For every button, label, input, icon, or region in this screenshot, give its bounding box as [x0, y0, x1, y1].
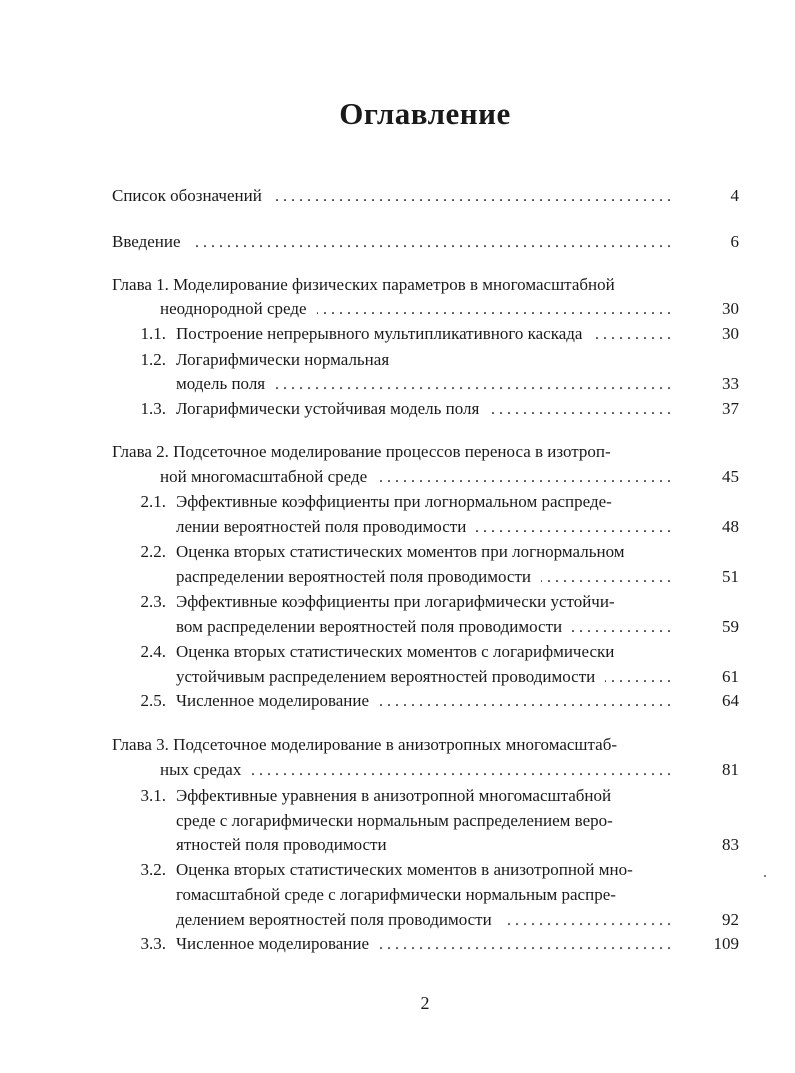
- toc-entry-text: модель поля: [176, 374, 266, 393]
- toc-entry-text: Логарифмически устойчивая модель поля: [176, 399, 480, 418]
- toc-section-2-2-continuation[interactable]: [176, 566, 679, 588]
- toc-section-3-2[interactable]: Оценка вторых статистических моментов в анизотропной мно-: [176, 860, 633, 879]
- toc-entry-text: Введение: [112, 232, 181, 251]
- toc-section-2-2[interactable]: Оценка вторых статистических моментов при логнормальном: [176, 542, 625, 561]
- dot-leader: [572, 617, 671, 639]
- dot-leader: [476, 517, 671, 539]
- toc-entry-text: делением вероятностей поля проводимости: [176, 910, 492, 929]
- toc-section-3-1-continuation[interactable]: среде с логарифмически нормальным распределением веро-: [176, 811, 613, 830]
- toc-page-number: 30: [722, 299, 739, 318]
- dot-leader: [592, 324, 671, 346]
- dot-leader: [275, 374, 671, 396]
- toc-chapter-2-heading[interactable]: Глава 2. Подсеточное моделирование процессов переноса в изотроп-: [112, 442, 611, 461]
- toc-page-number: 83: [722, 835, 739, 854]
- toc-entry-text: ных средах: [160, 760, 242, 779]
- toc-page-number: 33: [722, 374, 739, 393]
- toc-section-2-5[interactable]: [176, 690, 679, 712]
- toc-section-2-4[interactable]: Оценка вторых статистических моментов с логарифмически: [176, 642, 615, 661]
- scan-speck: [764, 875, 766, 877]
- toc-page-number: 45: [722, 467, 739, 486]
- toc-chapter-3-heading[interactable]: Глава 3. Подсеточное моделирование в анизотропных многомасштаб-: [112, 735, 618, 754]
- dot-leader: [377, 467, 671, 489]
- toc-section-number: 3.1.: [140, 786, 166, 805]
- toc-section-2-3[interactable]: Эффективные коэффициенты при логарифмически устойчи-: [176, 592, 615, 611]
- dot-leader: [317, 299, 671, 321]
- toc-section-1-1[interactable]: [176, 323, 679, 345]
- toc-entry-text: вом распределении вероятностей поля проводимости: [176, 617, 563, 636]
- toc-page-number: 6: [730, 232, 739, 251]
- toc-page-number: 64: [722, 691, 739, 710]
- toc-section-number: 1.2.: [140, 350, 166, 369]
- toc-page-number: 109: [713, 934, 739, 953]
- toc-entry-text: ятностей поля проводимости: [176, 835, 387, 854]
- toc-chapter-3-continuation[interactable]: [160, 759, 679, 781]
- toc-entry-text: ной многомасштабной среде: [160, 467, 368, 486]
- toc-section-1-2-continuation[interactable]: [176, 373, 679, 395]
- dot-leader: [379, 934, 671, 956]
- toc-page-number: 51: [722, 567, 739, 586]
- toc-page-number: 59: [722, 617, 739, 636]
- toc-section-2-4-continuation[interactable]: [176, 666, 679, 688]
- toc-entry-text: Список обозначений: [112, 186, 262, 205]
- toc-section-number: 2.5.: [140, 691, 166, 710]
- toc-entry-text: устойчивым распределением вероятностей проводимости: [176, 667, 596, 686]
- toc-entry-text: распределении вероятностей поля проводимости: [176, 567, 532, 586]
- toc-section-number: 1.3.: [140, 399, 166, 418]
- toc-page-number: 81: [722, 760, 739, 779]
- toc-section-number: 3.2.: [140, 860, 166, 879]
- toc-section-2-3-continuation[interactable]: [176, 616, 679, 638]
- dot-leader: [541, 567, 671, 589]
- toc-page-number: 48: [722, 517, 739, 536]
- page-title: Оглавление: [339, 96, 511, 131]
- toc-section-3-3[interactable]: [176, 933, 679, 955]
- toc-page-number: 4: [730, 186, 739, 205]
- toc-page-number: 92: [722, 910, 739, 929]
- toc-entry-introduction[interactable]: [112, 231, 679, 253]
- toc-chapter-1-heading[interactable]: Глава 1. Моделирование физических параметров в многомасштабной: [112, 275, 615, 294]
- dot-leader: [489, 399, 671, 421]
- dot-leader: [251, 760, 671, 782]
- dot-leader: [191, 232, 671, 254]
- toc-entry-list-of-symbols[interactable]: [112, 185, 679, 207]
- dot-leader: [272, 186, 671, 208]
- toc-section-1-3[interactable]: [176, 398, 679, 420]
- toc-entry-text: Численное моделирование: [176, 934, 370, 953]
- toc-section-3-2-continuation[interactable]: гомасштабной среде с логарифмически нормальным распре-: [176, 885, 616, 904]
- toc-entry-text: Построение непрерывного мультипликативного каскада: [176, 324, 583, 343]
- page-number-footer: 2: [420, 993, 430, 1013]
- toc-section-number: 3.3.: [140, 934, 166, 953]
- toc-section-3-1-continuation-2[interactable]: [176, 834, 679, 856]
- toc-section-3-1[interactable]: Эффективные уравнения в анизотропной многомасштабной: [176, 786, 612, 805]
- toc-section-2-1-continuation[interactable]: [176, 516, 679, 538]
- toc-section-number: 2.1.: [140, 492, 166, 511]
- toc-page-number: 30: [722, 324, 739, 343]
- toc-section-number: 2.2.: [140, 542, 166, 561]
- dot-leader: [379, 691, 671, 713]
- toc-section-2-1[interactable]: Эффективные коэффициенты при логнормальном распреде-: [176, 492, 612, 511]
- toc-section-number: 2.3.: [140, 592, 166, 611]
- toc-chapter-1-continuation[interactable]: [160, 298, 679, 320]
- toc-entry-text: лении вероятностей поля проводимости: [176, 517, 467, 536]
- toc-section-number: 1.1.: [140, 324, 166, 343]
- toc-page-number: 61: [722, 667, 739, 686]
- toc-entry-text: Численное моделирование: [176, 691, 370, 710]
- toc-section-1-2[interactable]: Логарифмически нормальная: [176, 350, 390, 369]
- toc-entry-text: неоднородной среде: [160, 299, 307, 318]
- toc-page-number: 37: [722, 399, 739, 418]
- dot-leader: [502, 910, 671, 932]
- toc-section-3-2-continuation-2[interactable]: [176, 909, 679, 931]
- toc-section-number: 2.4.: [140, 642, 166, 661]
- dot-leader: [605, 667, 671, 689]
- toc-chapter-2-continuation[interactable]: [160, 466, 679, 488]
